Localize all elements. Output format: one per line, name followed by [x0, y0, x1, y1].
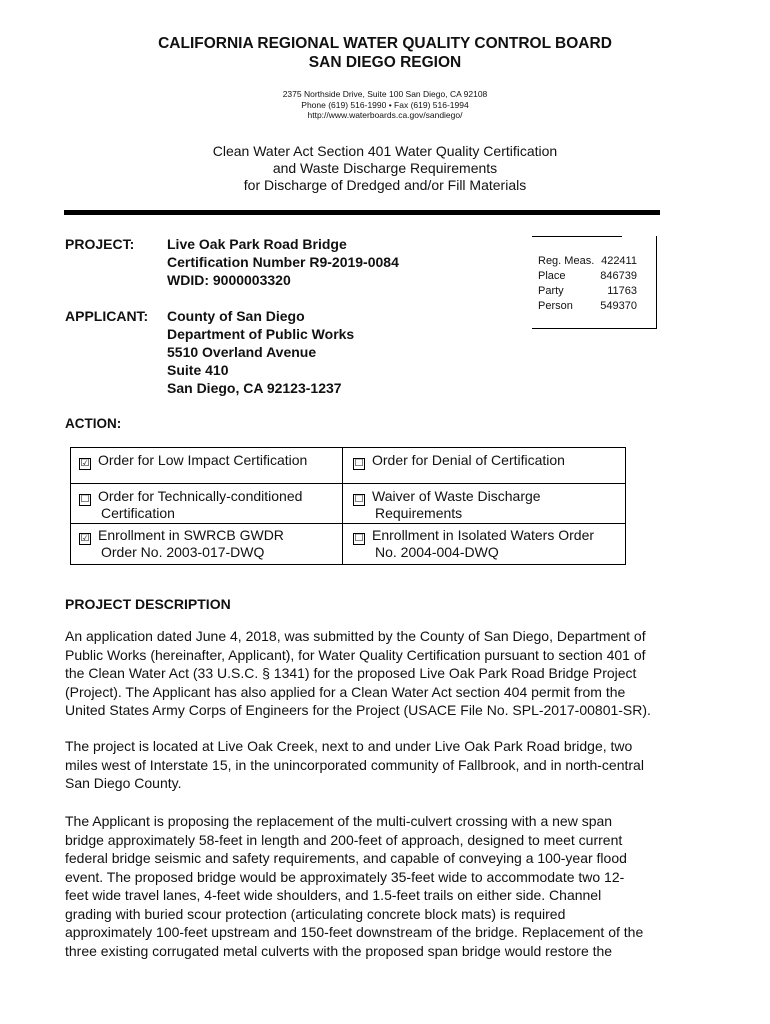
paragraph-line: miles west of Interstate 15, in the unincorporated community of Fallbrook, and in north-central	[65, 756, 644, 773]
doc-title-line1: Clean Water Act Section 401 Water Quality Certification	[212, 143, 558, 159]
description-paragraph-1	[65, 627, 715, 720]
action-option-label: Enrollment in SWRCB GWDR	[98, 527, 284, 543]
action-option-isolated-waters[interactable]	[353, 527, 594, 560]
paragraph-line: grading with buried scour protection (articulating concrete block mats) is required	[65, 905, 566, 922]
doc-title-line3: for Discharge of Dredged and/or Fill Materials	[243, 177, 527, 193]
checkbox-empty-icon: ☐	[80, 494, 90, 505]
checkbox-empty-icon: ☐	[354, 533, 364, 544]
action-option-label: Order No. 2003-017-DWQ	[101, 544, 265, 560]
applicant-label: APPLICANT:	[65, 308, 149, 324]
checkbox-checked-icon: ☑	[80, 533, 90, 544]
agency-phone: Phone (619) 516-1990 • Fax (619) 516-1994	[301, 99, 469, 110]
action-option-label: Order for Technically-conditioned	[98, 488, 303, 504]
paragraph-line: the Clean Water Act (33 U.S.C. § 1341) for the proposed Live Oak Park Road Bridge Project	[65, 665, 637, 681]
paragraph-line: approximately 100-feet upstream and 150-feet downstream of the bridge. Replacement of the	[65, 924, 644, 940]
wdid: WDID: 9000003320	[167, 272, 291, 288]
region-name: SAN DIEGO REGION	[308, 54, 462, 71]
applicant-line: Department of Public Works	[167, 326, 355, 342]
action-option-label: Enrollment in Isolated Waters Order	[372, 527, 595, 543]
agency-address: 2375 Northside Drive, Suite 100 San Diego, CA 92108	[282, 89, 488, 99]
registration-value: 846739	[600, 270, 637, 282]
action-option-label: Waiver of Waste Discharge	[372, 488, 541, 504]
paragraph-line: The Applicant is proposing the replacement of the multi-culvert crossing with a new span	[65, 813, 613, 829]
paragraph-line: Public Works (hereinafter, Applicant), for Water Quality Certification pursuant to section 401 of	[65, 646, 646, 663]
description-paragraph-3	[65, 812, 715, 960]
action-option-label: Order for Denial of Certification	[372, 452, 565, 468]
action-option-label: Order for Low Impact Certification	[98, 452, 308, 468]
registration-label: Reg. Meas.	[538, 255, 595, 267]
paragraph-line: The project is located at Live Oak Creek, next to and under Live Oak Park Road bridge, two	[65, 738, 633, 754]
action-option-label: No. 2004-004-DWQ	[375, 544, 499, 560]
agency-url: http://www.waterboards.ca.gov/sandiego/	[307, 110, 463, 120]
registration-row	[538, 254, 637, 269]
description-paragraph-2	[65, 737, 715, 793]
applicant-line: San Diego, CA 92123-1237	[167, 380, 342, 396]
project-label: PROJECT:	[65, 236, 135, 252]
paragraph-line: An application dated June 4, 2018, was submitted by the County of San Diego, Department of	[65, 628, 646, 644]
registration-value: 11763	[607, 285, 637, 297]
registration-table	[538, 254, 637, 314]
action-option-low-impact[interactable]	[79, 452, 307, 469]
certification-number: Certification Number R9-2019-0084	[167, 254, 399, 270]
registration-label: Party	[538, 285, 564, 297]
registration-row	[538, 284, 637, 299]
action-option-denial[interactable]	[353, 452, 565, 469]
paragraph-line: San Diego County.	[65, 775, 182, 791]
project-description-heading: PROJECT DESCRIPTION	[65, 596, 231, 612]
paragraph-line: bridge approximately 58-feet in length and 200-feet of approach, designed to meet current	[65, 831, 623, 848]
action-option-label: Certification	[101, 505, 175, 521]
paragraph-line: federal bridge seismic and safety requirements, and capable of conveying a 100-year flood	[65, 850, 627, 866]
paragraph-line: feet wide travel lanes, 4-feet wide shoulders, and 1.5-feet trails on either side. Channel	[65, 887, 602, 903]
registration-label: Person	[538, 300, 573, 312]
paragraph-line: event. The proposed bridge would be approximately 35-feet wide to accommodate two 12-	[65, 868, 625, 885]
paragraph-line: three existing corrugated metal culverts with the proposed span bridge would restore the	[65, 942, 613, 959]
registration-box	[532, 236, 657, 328]
registration-value: 549370	[600, 300, 637, 312]
action-label: ACTION:	[65, 416, 122, 431]
registration-row	[538, 299, 637, 314]
checkbox-checked-icon: ☑	[80, 458, 90, 469]
header-rule	[64, 210, 660, 215]
applicant-line: Suite 410	[167, 362, 229, 378]
action-option-label: Requirements	[375, 505, 463, 521]
agency-name: CALIFORNIA REGIONAL WATER QUALITY CONTROL BOARD	[158, 35, 612, 52]
action-option-waiver[interactable]	[353, 488, 541, 521]
checkbox-empty-icon: ☐	[354, 458, 364, 469]
paragraph-line: United States Army Corps of Engineers for the Project (USACE File No. SPL-2017-00801-SR).	[65, 702, 651, 718]
paragraph-line: (Project). The Applicant has also applied for a Clean Water Act section 404 permit from the	[65, 683, 626, 700]
registration-row	[538, 269, 637, 284]
action-option-technically-conditioned[interactable]	[79, 488, 302, 521]
checkbox-empty-icon: ☐	[354, 494, 364, 505]
action-table	[70, 447, 626, 565]
action-option-swrcb-gwdr[interactable]	[79, 527, 284, 560]
doc-title-line2: and Waste Discharge Requirements	[272, 160, 498, 176]
registration-value: 422411	[601, 255, 637, 267]
registration-label: Place	[538, 270, 566, 282]
applicant-line: 5510 Overland Avenue	[167, 344, 317, 360]
applicant-line: County of San Diego	[167, 308, 305, 324]
project-name: Live Oak Park Road Bridge	[167, 236, 347, 252]
